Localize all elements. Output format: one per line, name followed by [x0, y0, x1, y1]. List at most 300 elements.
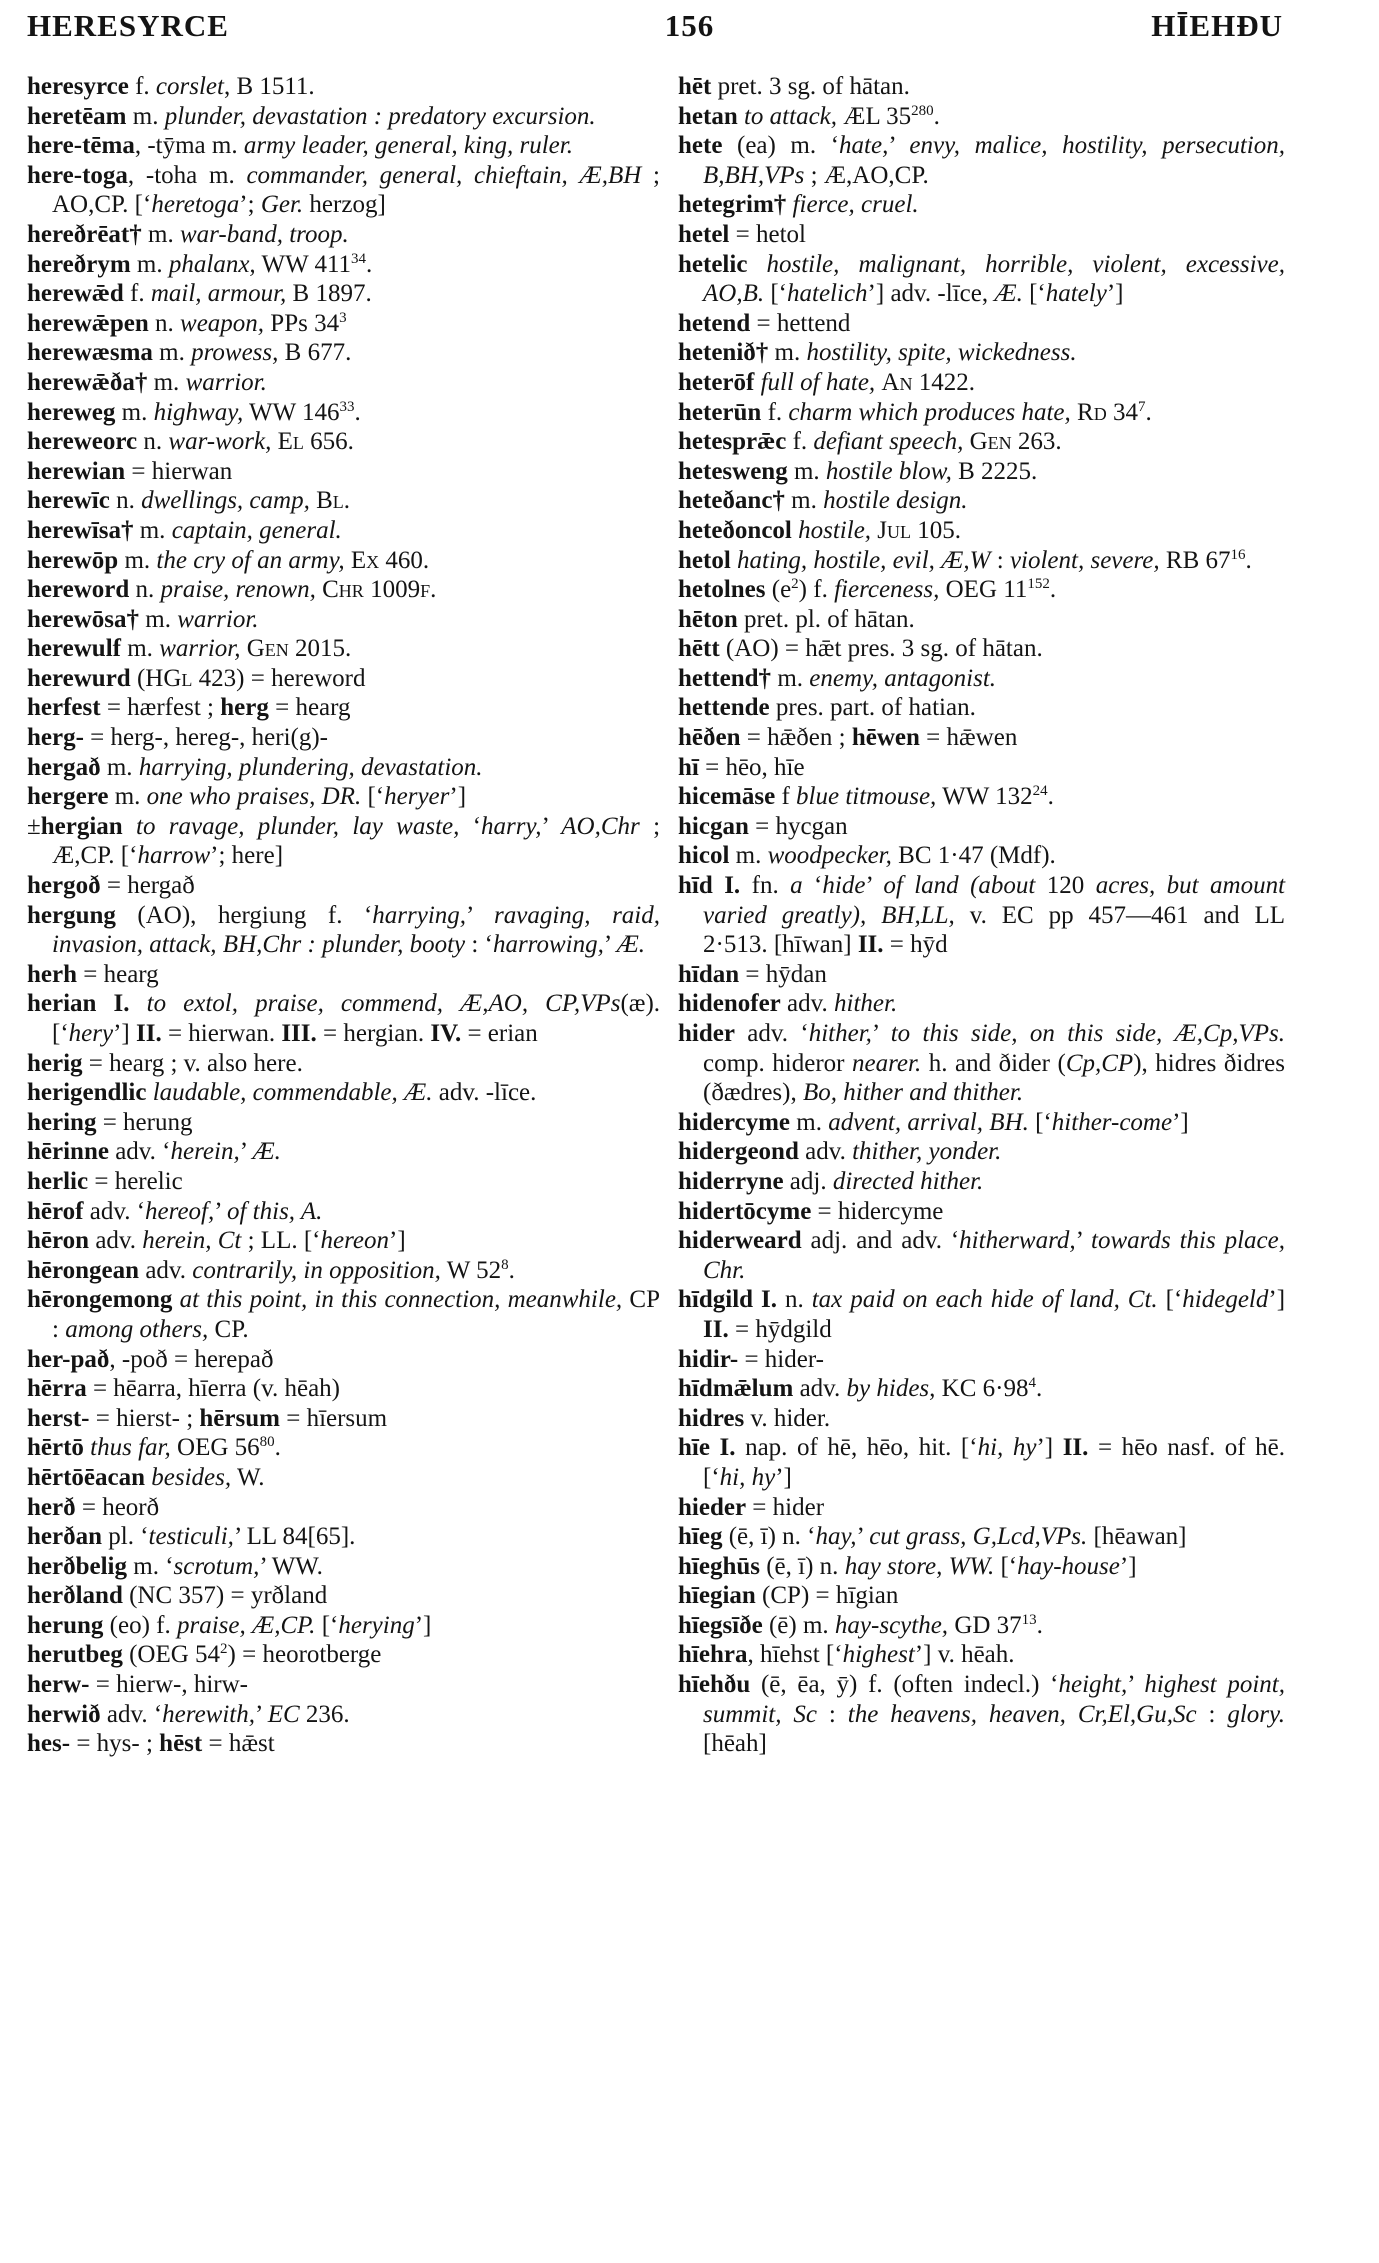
- definition-text: hostile design.: [823, 487, 968, 515]
- headword: herg: [220, 694, 269, 722]
- definition-text: war-band, troop.: [179, 220, 349, 248]
- headword: herigendlic: [27, 1079, 147, 1107]
- definition-text: to ravage, plunder, lay waste,: [136, 812, 460, 840]
- dictionary-entry: [678, 812, 1285, 842]
- entry-text: ’: [466, 901, 495, 929]
- dictionary-entry: [678, 841, 1285, 871]
- definition-text: herein,: [170, 1138, 240, 1166]
- dictionary-entry: [27, 1108, 660, 1138]
- entry-text: 656.: [303, 428, 354, 456]
- entry-text: .: [1047, 783, 1054, 811]
- entry-text: , -poð = herepað: [109, 1345, 274, 1373]
- entry-text: , -toha m.: [127, 161, 247, 189]
- dictionary-entry: [27, 664, 660, 694]
- entry-text: KC 6·98: [935, 1375, 1029, 1403]
- definition-text: acres, but amount varied greatly), BH,LL,: [703, 872, 1286, 929]
- entry-text: f: [775, 783, 797, 811]
- definition-text: blue titmouse,: [796, 783, 937, 811]
- entry-text: = herg-, hereg-, heri(g)-: [83, 724, 329, 752]
- entry-text: ’]: [1106, 280, 1124, 308]
- superscript: 280: [911, 102, 934, 119]
- dictionary-entry: [27, 1226, 660, 1256]
- definition-text: ravaging, raid, invasion, attack, BH,Chr : plunder, booty: [52, 901, 660, 959]
- entry-text: adv. ‘: [108, 1138, 171, 1166]
- dictionary-entry: [678, 309, 1285, 339]
- entry-text: = hærfest ;: [100, 694, 221, 722]
- definition-text: weapon,: [180, 309, 265, 337]
- headword: hērsum: [199, 1404, 280, 1432]
- definition-text: enemy, antagonist.: [809, 664, 997, 692]
- definition-text: harrowing,: [492, 931, 604, 959]
- headword: hergere: [27, 783, 109, 811]
- entry-text: Jul: [877, 516, 912, 544]
- definition-text: warrior,: [159, 635, 241, 663]
- definition-text: Bo, hither and thither.: [802, 1079, 1024, 1107]
- headword: hereðrym: [27, 250, 131, 278]
- entry-text: WW 411: [255, 250, 352, 278]
- entry-text: OEG 11: [939, 576, 1028, 604]
- entry-text: pret. 3 sg. of hātan.: [711, 73, 910, 100]
- definition-text: one who praises, DR.: [146, 783, 362, 811]
- headword: hēwen: [851, 724, 920, 752]
- entry-text: = herelic: [88, 1167, 183, 1195]
- definition-text: hither,: [808, 1020, 872, 1047]
- headword: hēðen: [678, 724, 741, 752]
- entry-text: [‘: [361, 783, 385, 811]
- entry-text: m.: [118, 546, 157, 574]
- dictionary-entry: [27, 1522, 660, 1552]
- entry-text: B 2225.: [951, 457, 1038, 485]
- headword: herewīsa†: [27, 516, 134, 544]
- definition-text: commander, general, chieftain, Æ,BH: [246, 161, 642, 189]
- entry-text: GD 37: [948, 1611, 1022, 1639]
- headword: herewæsma: [27, 339, 153, 367]
- headword: herðan: [27, 1523, 102, 1551]
- definition-text: war-work,: [168, 428, 272, 456]
- definition-text: the heavens, heaven, Cr,El,Gu,Sc: [847, 1700, 1197, 1728]
- headword: herewīc: [27, 487, 110, 515]
- dictionary-entry: [678, 72, 1285, 102]
- entry-text: .: [1035, 1375, 1043, 1403]
- definition-text: dwellings, camp,: [141, 487, 310, 515]
- definition-text: hither.: [834, 990, 898, 1018]
- entry-text: = hierwan: [125, 457, 233, 485]
- entry-text: pres. part. of hatian.: [769, 694, 976, 722]
- definition-text: highway,: [153, 398, 244, 426]
- definition-text: charm which produces hate,: [788, 398, 1071, 426]
- entry-text: (æ). [‘: [52, 990, 661, 1047]
- dictionary-entry: [27, 220, 660, 250]
- entry-text: ’]: [1172, 1108, 1189, 1136]
- entry-text: = hierwan.: [161, 1020, 282, 1047]
- dictionary-entry: [27, 871, 660, 901]
- headword: hīdan: [678, 960, 740, 988]
- headword: hērinne: [27, 1138, 109, 1166]
- definition-text: Æ.: [252, 1138, 281, 1166]
- dictionary-entry: [678, 1285, 1285, 1344]
- dictionary-entry: [678, 1552, 1285, 1582]
- dictionary-entry: [678, 1404, 1285, 1434]
- definition-text: hay-scythe,: [834, 1611, 949, 1639]
- headword: hereweorc: [27, 428, 138, 456]
- dictionary-entry: [678, 753, 1285, 783]
- entry-text: :: [990, 546, 1010, 574]
- entry-text: .: [430, 576, 437, 604]
- left-column: [27, 72, 660, 1759]
- headword: hidenofer: [678, 990, 781, 1018]
- headword: hīegian: [678, 1582, 756, 1610]
- entry-text: : ‘: [465, 931, 493, 959]
- entry-text: (ea) m. ‘: [722, 132, 840, 160]
- dictionary-entry: [27, 723, 660, 753]
- entry-text: = erian: [461, 1020, 538, 1047]
- entry-text: :: [1196, 1700, 1228, 1728]
- headword: here-toga: [27, 161, 128, 189]
- definition-text: the cry of an army,: [156, 546, 345, 574]
- definition-text: warrior.: [177, 605, 259, 633]
- dictionary-entry: [678, 1493, 1285, 1523]
- headword: I.: [719, 1434, 736, 1462]
- entry-text: [‘: [315, 1611, 339, 1639]
- entry-text: comp. hideror: [703, 1049, 853, 1077]
- headword: herðland: [27, 1582, 123, 1610]
- entry-text: h. and ðider (: [921, 1049, 1066, 1077]
- dictionary-entry: [27, 457, 660, 487]
- entry-text: [713, 872, 724, 899]
- entry-text: [hēawan]: [1087, 1523, 1187, 1551]
- entry-text: ’: [871, 1020, 891, 1047]
- dictionary-entry: [27, 250, 660, 280]
- headword: heterōf: [678, 368, 755, 396]
- definition-text: at this point, in this connection, meanwhile,: [179, 1286, 623, 1314]
- entry-text: = hēo, hīe: [698, 753, 805, 781]
- definition-text: cut grass, G,Lcd,VPs.: [869, 1523, 1088, 1551]
- running-head-left: HERESYRCE: [27, 8, 229, 43]
- entry-text: f.: [123, 280, 151, 308]
- headword: herutbeg: [27, 1641, 123, 1669]
- entry-text: El: [277, 428, 304, 456]
- headword: herewurd: [27, 664, 131, 692]
- entry-text: ), hidres ðidres (ðædres),: [703, 1049, 1285, 1107]
- dictionary-entry: [678, 190, 1285, 220]
- entry-text: [710, 1434, 720, 1461]
- entry-text: Bl: [316, 487, 344, 515]
- entry-text: OEG 56: [170, 1434, 260, 1462]
- definition-text: praise, renown,: [160, 576, 316, 604]
- entry-text: = herung: [96, 1108, 193, 1136]
- entry-text: ’: [865, 872, 884, 900]
- dictionary-entry: [678, 1019, 1285, 1108]
- dictionary-entry: [27, 605, 660, 635]
- entry-text: [96, 990, 113, 1017]
- entry-text: = hidercyme: [811, 1197, 944, 1225]
- dictionary-entry: [27, 131, 660, 161]
- headword: hetend: [678, 309, 751, 337]
- dictionary-entry: [678, 486, 1285, 516]
- entry-text: adv. -līce.: [432, 1079, 537, 1107]
- entry-text: = hǣwen: [919, 724, 1018, 752]
- entry-text: adv. ‘: [734, 1020, 809, 1047]
- definition-text: hatelich: [787, 280, 868, 308]
- entry-text: m.: [768, 339, 807, 367]
- entry-text: ’; here]: [210, 842, 284, 870]
- entry-text: m.: [771, 664, 810, 692]
- headword: herewōp: [27, 546, 119, 574]
- entry-text: [‘: [1028, 1108, 1052, 1136]
- headword: herg-: [27, 724, 84, 752]
- entry-text: [‘: [1022, 280, 1046, 308]
- entry-text: :: [816, 1700, 848, 1728]
- dictionary-entry: [678, 427, 1285, 457]
- entry-text: = hycgan: [748, 812, 848, 840]
- entry-text: ’: [541, 812, 562, 840]
- entry-text: (e: [765, 576, 792, 604]
- entry-text: ’]: [775, 1463, 792, 1491]
- entry-text: ’: [239, 1138, 253, 1166]
- entry-text: ’: [603, 931, 617, 959]
- dictionary-entry: [27, 1433, 660, 1463]
- dictionary-entry: [678, 1522, 1285, 1552]
- definition-text: nearer.: [852, 1049, 922, 1077]
- dictionary-entry: [27, 1700, 660, 1730]
- entry-text: .: [933, 102, 940, 130]
- entry-text: ; AO,CP. [‘: [52, 161, 660, 219]
- entry-text: = hettend: [750, 309, 851, 337]
- headword: hete: [678, 132, 723, 160]
- definition-text: hery: [68, 1020, 114, 1047]
- dictionary-entry: [27, 1197, 660, 1227]
- definition-text: Cp,CP: [1065, 1049, 1134, 1077]
- headword: hēton: [678, 605, 738, 633]
- headword: hēst: [159, 1730, 203, 1758]
- dictionary-entry: [27, 427, 660, 457]
- superscript: 24: [1032, 783, 1048, 800]
- headword: IV.: [430, 1020, 462, 1047]
- headword: hidres: [678, 1404, 745, 1432]
- dictionary-entry: [27, 1670, 660, 1700]
- definition-text: to attack,: [743, 102, 838, 130]
- definition-text: captain, general.: [171, 516, 342, 544]
- dictionary-entry: [27, 486, 660, 516]
- superscript: 33: [339, 398, 355, 415]
- entry-text: v. hider.: [744, 1404, 831, 1432]
- entry-text: m.: [141, 220, 180, 248]
- entry-text: [‘: [1157, 1286, 1183, 1314]
- dictionary-entry: [678, 693, 1285, 723]
- entry-text: CP.: [208, 1315, 249, 1343]
- definition-text: among others,: [65, 1315, 209, 1343]
- definition-text: hi, hy: [719, 1463, 776, 1491]
- dictionary-entry: [678, 398, 1285, 428]
- dictionary-entry: [27, 279, 660, 309]
- dictionary-entry: [27, 753, 660, 783]
- entry-text: = hider-: [738, 1345, 824, 1373]
- entry-text: PPs 34: [264, 309, 340, 337]
- dictionary-entry: [678, 1670, 1285, 1759]
- headword: hiderweard: [678, 1227, 802, 1255]
- entry-text: f: [420, 576, 431, 604]
- headword: hētt: [678, 635, 720, 663]
- dictionary-entry: [27, 1374, 660, 1404]
- definition-text: hostile blow,: [825, 457, 952, 485]
- entry-text: = hēo nasf. of hē. [‘: [703, 1434, 1286, 1491]
- dictionary-entry: [27, 960, 660, 990]
- entry-text: 1009: [363, 576, 421, 604]
- dictionary-entry: [27, 989, 660, 1048]
- definition-text: herying: [338, 1611, 415, 1639]
- entry-text: m.: [130, 250, 169, 278]
- entry-text: ’] adv. -līce,: [867, 280, 995, 308]
- entry-text: (ē, ī) n.: [759, 1552, 845, 1580]
- definition-text: directed hither.: [832, 1167, 984, 1195]
- headword: hērongemong: [27, 1286, 173, 1314]
- dictionary-entry: [27, 546, 660, 576]
- dictionary-entry: [27, 1167, 660, 1197]
- superscript: 8: [501, 1256, 509, 1273]
- dictionary-entry: [678, 575, 1285, 605]
- dictionary-entry: [27, 782, 660, 812]
- dictionary-entry: [678, 457, 1285, 487]
- entry-text: adv.: [139, 1256, 193, 1284]
- headword: hīegsīðe: [678, 1611, 763, 1639]
- dictionary-entry: [27, 1345, 660, 1375]
- dictionary-entry: [27, 575, 660, 605]
- definition-text: corslet: [155, 73, 224, 100]
- entry-text: 120: [1035, 872, 1096, 900]
- entry-text: = hierw-, hirw-: [89, 1671, 248, 1699]
- definition-text: besides,: [151, 1463, 232, 1491]
- dictionary-entry: [678, 1581, 1285, 1611]
- headword: hidertōcyme: [678, 1197, 812, 1225]
- entry-text: An: [881, 368, 913, 396]
- entry-text: = hys- ;: [70, 1730, 160, 1758]
- headword: hetesweng: [678, 457, 788, 485]
- definition-text: herein, Ct: [142, 1227, 242, 1255]
- entry-text: = hetol: [729, 220, 806, 248]
- definition-text: woodpecker,: [767, 842, 892, 870]
- entry-text: (ē) m.: [762, 1611, 835, 1639]
- entry-text: B 677.: [278, 339, 352, 367]
- entry-text: ’: [214, 1197, 227, 1225]
- entry-text: adj. and adv. ‘: [801, 1227, 960, 1255]
- headword: hetan: [678, 102, 738, 130]
- entry-text: , hīehst [‘: [747, 1641, 843, 1669]
- definition-text: harrying,: [372, 901, 467, 929]
- entry-text: Gen: [246, 635, 289, 663]
- headword: hettende: [678, 694, 770, 722]
- entry-text: m.: [120, 635, 160, 663]
- entry-text: = hȳd: [883, 931, 948, 959]
- entry-text: ; Æ,CP. [‘: [52, 812, 661, 870]
- entry-text: ’]: [1268, 1286, 1286, 1314]
- headword: heteðanc†: [678, 487, 785, 515]
- headword: hider: [678, 1020, 735, 1047]
- dictionary-entry: [678, 1137, 1285, 1167]
- superscript: 80: [259, 1434, 275, 1451]
- headword: II.: [703, 1315, 729, 1343]
- definition-text: hay,: [815, 1523, 857, 1551]
- definition-text: Ger.: [260, 191, 304, 219]
- headword: hergian: [40, 812, 123, 840]
- headword: hettend†: [678, 664, 772, 692]
- entry-text: 236.: [299, 1700, 350, 1728]
- superscript: 2: [791, 576, 799, 593]
- dictionary-entry: [27, 309, 660, 339]
- headword: hērtōēacan: [27, 1463, 146, 1491]
- definition-text: testiculi,: [148, 1523, 234, 1551]
- entry-text: .: [1036, 1611, 1043, 1639]
- definition-text: warrior.: [185, 368, 267, 396]
- dictionary-entry: [27, 102, 660, 132]
- headword: heteðoncol: [678, 516, 792, 544]
- headword: hērtō: [27, 1434, 84, 1462]
- headword: heterūn: [678, 398, 762, 426]
- headword: hereword: [27, 576, 130, 604]
- entry-text: ; LL. [‘: [241, 1227, 321, 1255]
- headword: herw-: [27, 1671, 90, 1699]
- headword: hīehra: [678, 1641, 748, 1669]
- entry-text: .: [274, 1434, 281, 1462]
- entry-text: [747, 251, 766, 278]
- headword: herewǣða†: [27, 368, 148, 396]
- definition-text: hostility, spite, wickedness.: [806, 339, 1077, 367]
- entry-text: WW 146: [243, 398, 340, 426]
- headword: hērra: [27, 1375, 87, 1403]
- entry-text: (ē, ī) n. ‘: [722, 1523, 816, 1551]
- entry-text: 263.: [1011, 428, 1062, 456]
- definition-text: harry,: [481, 812, 542, 840]
- dictionary-entry: [27, 901, 660, 960]
- definition-text: hereon: [320, 1227, 389, 1255]
- entry-text: n.: [148, 309, 181, 337]
- dictionary-entry: [27, 1137, 660, 1167]
- entry-text: [123, 813, 136, 840]
- entry-text: m. ‘: [127, 1552, 174, 1580]
- entry-text: m.: [133, 516, 172, 544]
- headword: herung: [27, 1611, 104, 1639]
- entry-text: .: [508, 1256, 515, 1284]
- headword: her-pað: [27, 1345, 110, 1373]
- dictionary-entry: [27, 1049, 660, 1079]
- dictionary-entry: [678, 1374, 1285, 1404]
- dictionary-entry: [678, 516, 1285, 546]
- entry-text: n.: [109, 487, 142, 515]
- entry-text: 2015.: [288, 635, 352, 663]
- definition-text: phalanx,: [168, 250, 256, 278]
- entry-text: [172, 1286, 179, 1313]
- definition-text: advent, arrival, BH.: [828, 1108, 1029, 1136]
- definition-text: AO,Chr: [561, 812, 640, 840]
- headword: hērof: [27, 1197, 84, 1225]
- headword: hieder: [678, 1493, 747, 1521]
- entry-text: ‘: [459, 812, 482, 840]
- entry-text: m.: [147, 368, 186, 396]
- definition-text: mail, armour,: [150, 280, 287, 308]
- headword: hīeghūs: [678, 1552, 760, 1580]
- definition-text: by hides,: [846, 1375, 936, 1403]
- dictionary-entry: [678, 338, 1285, 368]
- headword: I.: [761, 1286, 778, 1314]
- definition-text: praise, Æ,CP.: [176, 1611, 316, 1639]
- entry-text: nap. of hē, hēo, hit. [‘: [735, 1434, 978, 1462]
- headword: III.: [281, 1020, 317, 1047]
- definition-text: hating, hostile, evil, Æ,W: [737, 546, 991, 574]
- dictionary-entry: [678, 782, 1285, 812]
- definition-text: full of hate,: [760, 368, 876, 396]
- definition-text: prowess,: [191, 339, 279, 367]
- headword: herewǣpen: [27, 309, 149, 337]
- entry-text: m.: [126, 102, 165, 130]
